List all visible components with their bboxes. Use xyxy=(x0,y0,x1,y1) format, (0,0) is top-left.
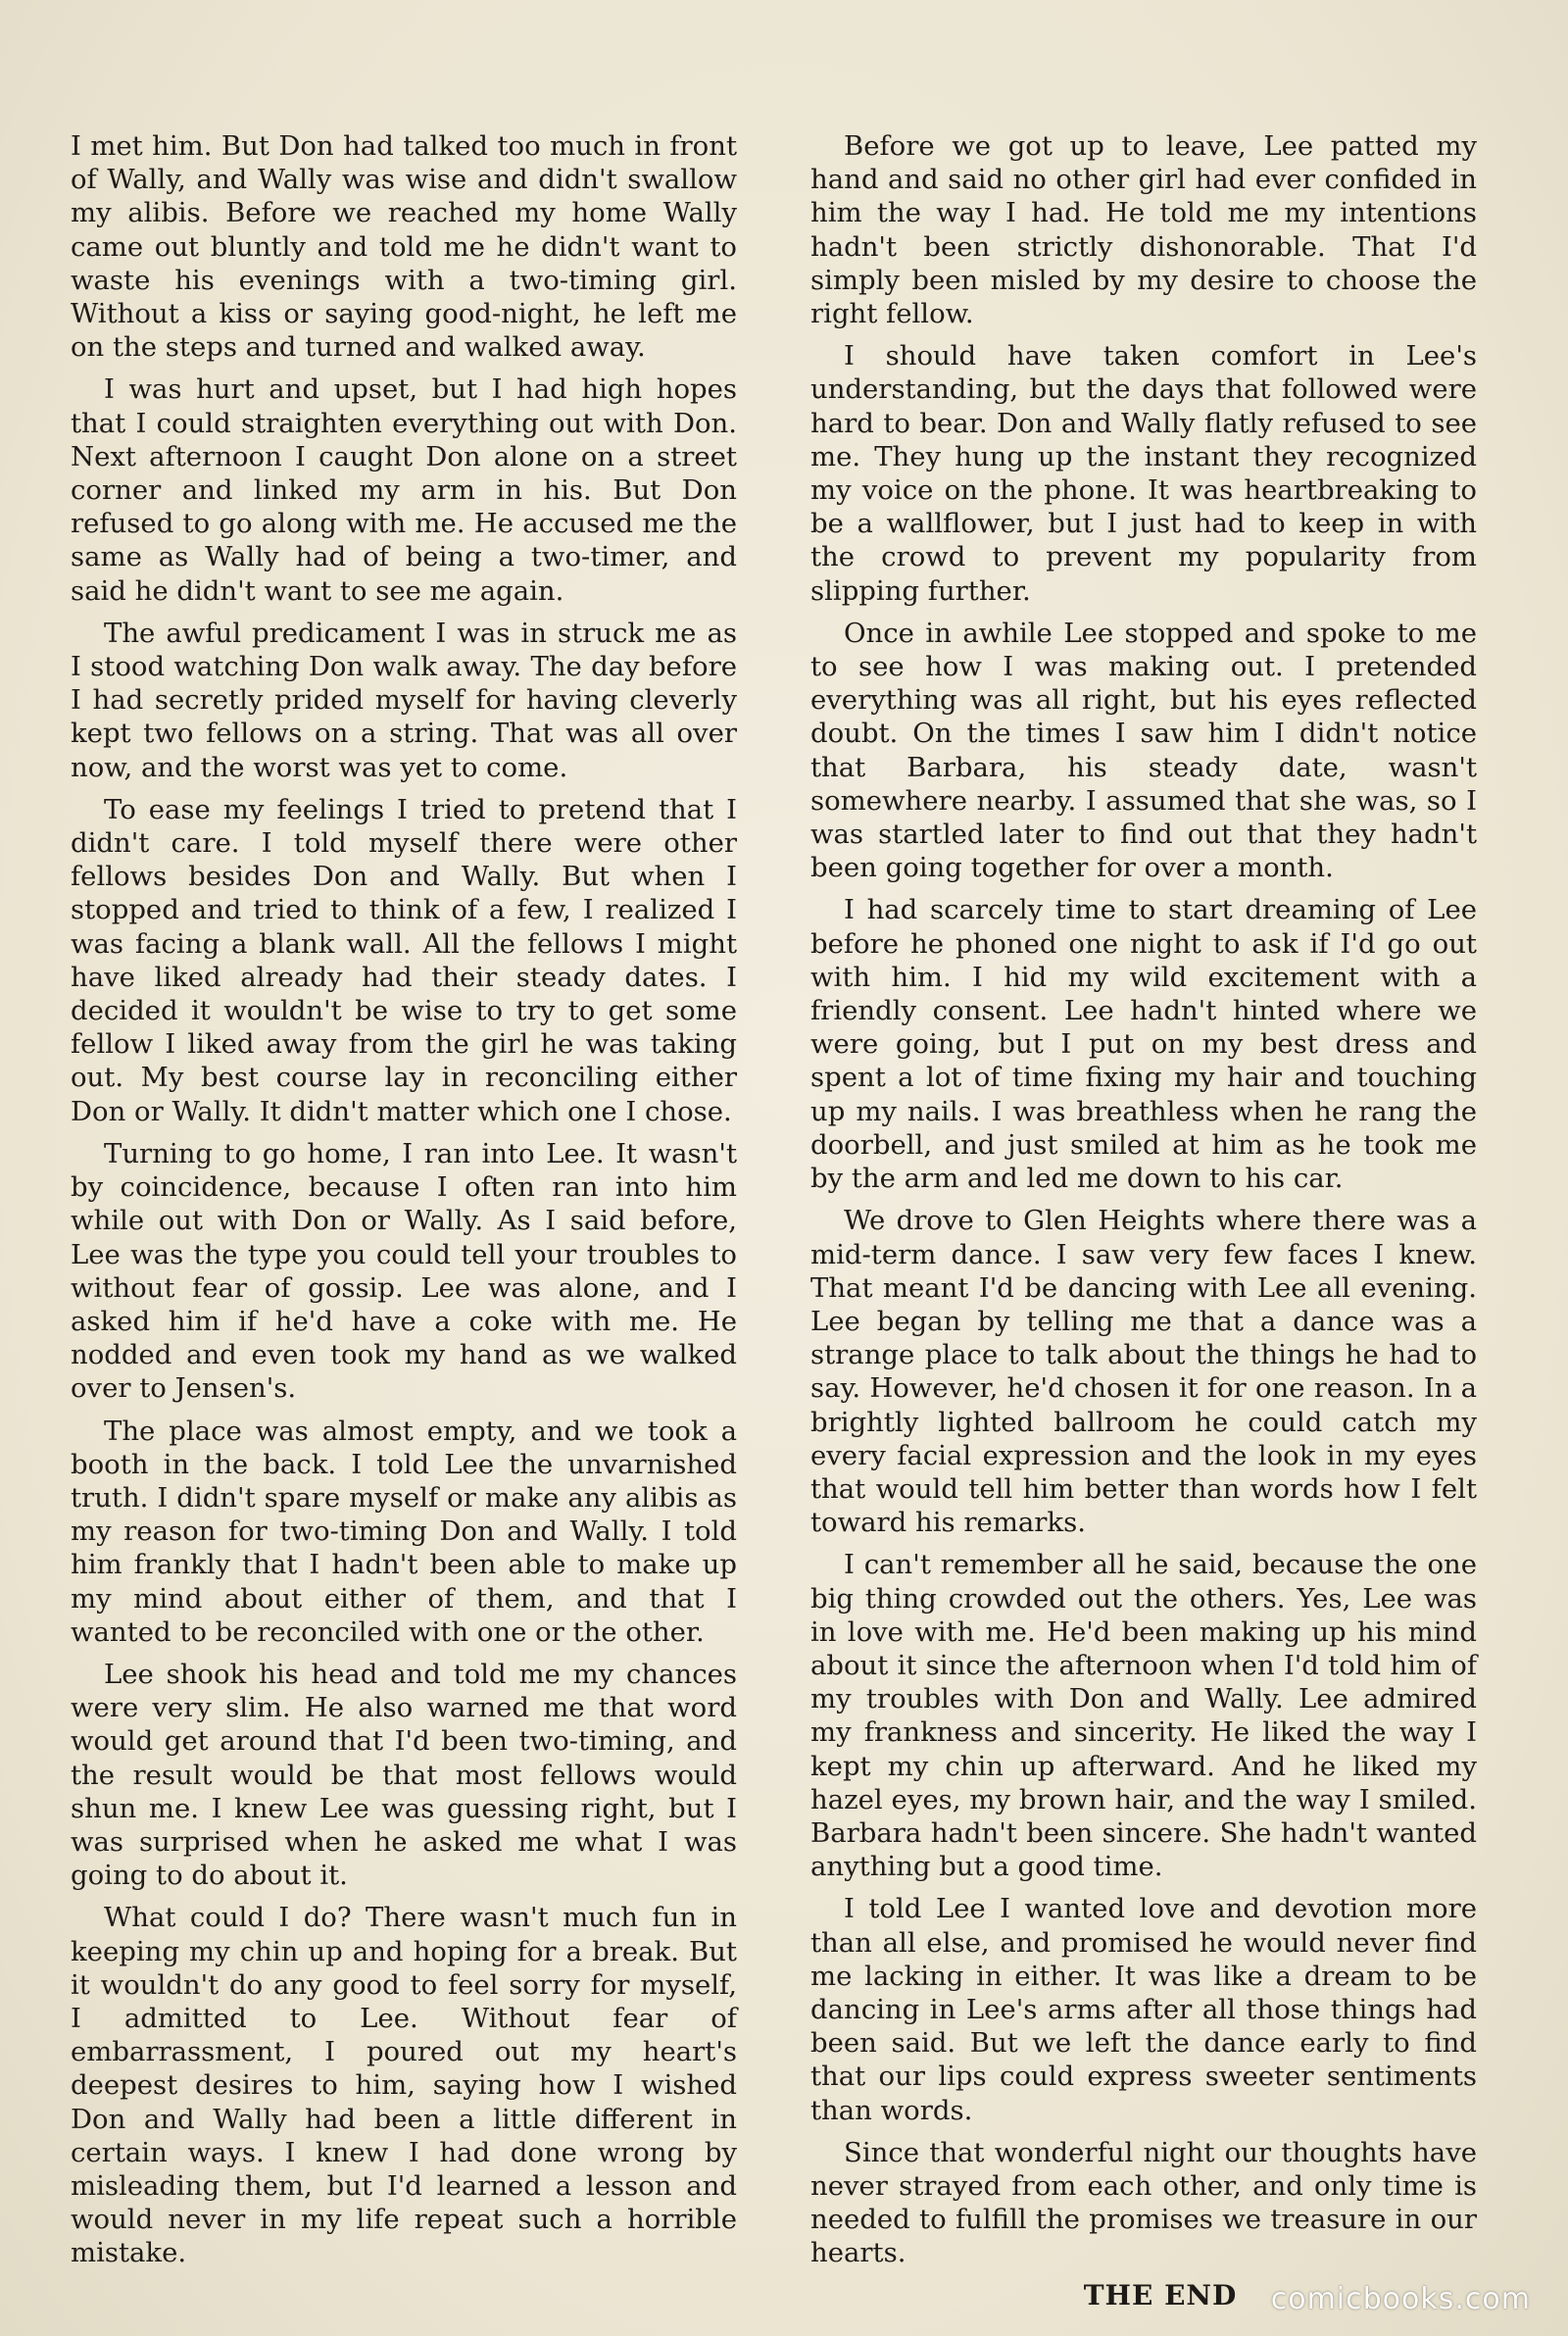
paragraph: I met him. But Don had talked too much in front of Wally, and Wally was wise and didn't swallow my alibis. Before we reached my home Wally came out bluntly and told me he didn't want to waste his evenings with a two-timing girl. Without a kiss or saying good-night, he left me on the steps and turned and walked away. xyxy=(71,130,737,364)
paragraph: Turning to go home, I ran into Lee. It wasn't by coincidence, because I often ran into him while out with Don or Wally. As I said before, Lee was the type you could tell your troubles to without fear of gossip. Lee was alone, and I asked him if he'd have a coke with me. He nodded and even took my hand as we walked over to Jensen's. xyxy=(71,1137,737,1405)
paragraph: The place was almost empty, and we took a booth in the back. I told Lee the unvarnished truth. I didn't spare myself or make any alibis as my reason for two-timing Don and Wally. I told him frankly that I hadn't been able to make up my mind about either of them, and that I wanted to be reconciled with one or the other. xyxy=(71,1415,737,1648)
paragraph: What could I do? There wasn't much fun in keeping my chin up and hoping for a break. But it wouldn't do any good to feel sorry for myself, I admitted to Lee. Without fear of embarrassment, I poured out my heart's deepest desires to him, saying how I wished Don and Wally had been a little different in certain ways. I knew I had done wrong by misleading them, but I'd learned a lesson and would never in my life repeat such a horrible mistake. xyxy=(71,1902,737,2269)
paragraph: Before we got up to leave, Lee patted my hand and said no other girl had ever confided in him the way I had. He told me my intentions hadn't been strictly dishonorable. That I'd simply been misled by my desire to choose the right fellow. xyxy=(810,130,1477,330)
paragraph: I told Lee I wanted love and devotion more than all else, and promised he would never find me lacking in either. It was like a dream to be dancing in Lee's arms after all those things had been said. But we left the dance early to find that our lips could express sweeter sentiments than words. xyxy=(810,1893,1477,2126)
paragraph: I should have taken comfort in Lee's understanding, but the days that followed were hard to bear. Don and Wally flatly refused to see me. They hung up the instant they recognized my voice on the phone. It was heartbreaking to be a wallflower, but I just had to keep in with the crowd to prevent my popularity from slipping further. xyxy=(810,340,1477,607)
paragraph: I had scarcely time to start dreaming of Lee before he phoned one night to ask if I'd go out with him. I hid my wild excitement with a friendly consent. Lee hadn't hinted where we were going, but I put on my best dress and spent a lot of time fixing my hair and touching up my nails. I was breathless when he rang the doorbell, and just smiled at him as he took me by the arm and led me down to his car. xyxy=(810,894,1477,1195)
paragraph: Lee shook his head and told me my chances were very slim. He also warned me that word would get around that I'd been two-timing, and the result would be that most fellows would shun me. I knew Lee was guessing right, but I was surprised when he asked me what I was going to do about it. xyxy=(71,1658,737,1892)
watermark: comicbooks.com xyxy=(1270,2282,1531,2316)
right-column xyxy=(810,129,1477,2321)
paragraph: Once in awhile Lee stopped and spoke to me to see how I was making out. I pretended everything was all right, but his eyes reflected doubt. On the times I saw him I didn't notice that Barbara, his steady date, wasn't somewhere nearby. I assumed that she was, so I was startled later to find out that they hadn't been going together for over a month. xyxy=(810,617,1477,884)
paragraph: I can't remember all he said, because the one big thing crowded out the others. Yes, Lee was in love with me. He'd been making up his mind about it since the afternoon when I'd told him of my troubles with Don and Wally. Lee admired my frankness and sincerity. He liked the way I kept my chin up afterward. And he liked my hazel eyes, my brown hair, and the way I smiled. Barbara hadn't been sincere. She hadn't wanted anything but a good time. xyxy=(810,1549,1477,1883)
left-column xyxy=(71,129,737,2279)
paragraph: To ease my feelings I tried to pretend that I didn't care. I told myself there were other fellows besides Don and Wally. But when I stopped and tried to think of a few, I realized I was facing a blank wall. All the fellows I might have liked already had their steady dates. I decided it wouldn't be wise to try to get some fellow I liked away from the girl he was taking out. My best course lay in reconciling either Don or Wally. It didn't matter which one I chose. xyxy=(71,793,737,1127)
paragraph: Since that wonderful night our thoughts have never strayed from each other, and only time is needed to fulfill the promises we treasure in our hearts. xyxy=(810,2136,1477,2269)
paragraph: The awful predicament I was in struck me as I stood watching Don walk away. The day before I had secretly prided myself for having cleverly kept two fellows on a string. That was all over now, and the worst was yet to come. xyxy=(71,617,737,783)
paragraph: I was hurt and upset, but I had high hopes that I could straighten everything out with Don. Next afternoon I caught Don alone on a street corner and linked my arm in his. But Don refused to go along with me. He accused me the same as Wally had of being a two-timer, and said he didn't want to see me again. xyxy=(71,373,737,607)
the-end-label: THE END xyxy=(1083,2278,1238,2311)
paragraph: We drove to Glen Heights where there was a mid-term dance. I saw very few faces I knew. That meant I'd be dancing with Lee all evening. Lee began by telling me that a dance was a strange place to talk about the things he had to say. However, he'd chosen it for one reason. In a brightly lighted ballroom he could catch my every facial expression and the look in my eyes that would tell him better than words how I felt toward his remarks. xyxy=(810,1205,1477,1539)
